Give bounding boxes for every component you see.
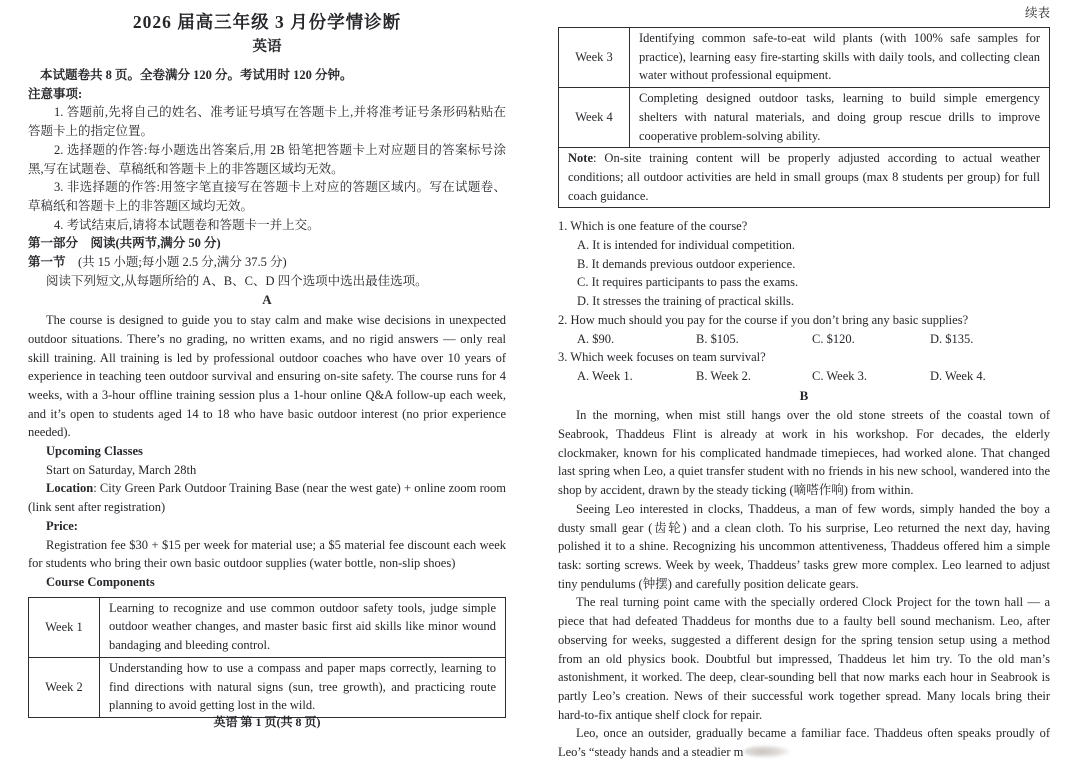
notice-item-2: 2. 选择题的作答:每小题选出答案后,用 2B 铅笔把答题卡上对应题目的答案标号涂黑,写在试题卷、草稿纸和答题卡上的非答题区域均无效。 (28, 142, 506, 176)
week4-cell: Week 4 (559, 88, 630, 148)
table-row-week4 (559, 88, 1050, 148)
location-text: : City Green Park Outdoor Training Base (near the west gate) + online zoom room (link sent after registration) (28, 481, 506, 515)
part1-heading: 第一部分 阅读(共两节,满分 50 分) (28, 236, 221, 251)
table-row-week3 (559, 28, 1050, 88)
note-text: : On-site training content will be properly adjusted according to actual weather conditions; all outdoor activities are held in small groups (max 8 students per group) for full coach guidance. (568, 151, 1040, 203)
price-heading: Price: (46, 518, 78, 533)
upcoming-classes-heading: Upcoming Classes (46, 444, 143, 459)
question-2-option-d: D. $135. (930, 331, 974, 346)
price-text: Registration fee $30 + $15 per week for material use; a $5 material fee discount each week for students who bring their own basic outdoor supplies (water bottle, non-slip shoes) (28, 537, 506, 571)
passage-b-paragraph-1: In the morning, when mist still hangs over the old stone streets of the coastal town of Seabrook, Thaddeus Flint is already at work in his workshop. For decades, the elderly clockmaker, known for his complicated handmade timepieces, had worked alone. That changed last spring when Leo, a quiet transfer student with no friends in his new school, wandered into the shop by accident, drawn by the steady ticking (嘀嗒作响) from within. (558, 408, 1050, 498)
question-3: 3. Which week focuses on team survival? (558, 350, 766, 365)
continued-table-label: 续表 (1024, 6, 1050, 20)
left-column (28, 8, 506, 718)
question-2-option-b: B. $105. (696, 331, 739, 346)
question-2-option-a: A. $90. (577, 331, 615, 346)
week2-desc: Understanding how to use a compass and paper maps correctly, learning to find directions with natural signs (sun, tree growth), and practicing route planning to avoid getting lost in the wild. (100, 657, 506, 717)
question-2: 2. How much should you pay for the course if you don’t bring any basic supplies? (558, 312, 969, 327)
section1-label: 第一节 (28, 255, 66, 270)
question-3-options (558, 367, 1050, 386)
question-3-option-b: B. Week 2. (696, 368, 752, 383)
location-line (28, 479, 506, 516)
passage-a-intro: The course is designed to guide you to stay calm and make wise decisions in unexpected outdoor situations. There’s no grading, no written exams, and no rigid answers — only real skill training. All training is led by professional outdoor coaches who have over 10 years of experience in teaching teen outdoor survival and ensuring on-site safety. The course runs for 4 weeks, with a 3-hour offline training session plus a 1-hour online Q&A follow-up each week, and it’s open to students aged 14 to 18 who have basic outdoor interest (no prior experience needed). (28, 313, 506, 440)
question-3-option-a: A. Week 1. (577, 368, 633, 383)
exam-info-line: 本试题卷共 8 页。全卷满分 120 分。考试用时 120 分钟。 (40, 68, 353, 82)
page-footer: 英语 第 1 页(共 8 页) (213, 715, 321, 729)
question-3-option-c: C. Week 3. (812, 368, 868, 383)
right-column (558, 27, 1050, 762)
course-components-table-weeks-1-2 (28, 597, 506, 718)
page-title: 2026 届高三年级 3 月份学情诊断 (132, 12, 402, 32)
notices-heading: 注意事项: (28, 86, 83, 101)
questions-block (558, 217, 1050, 385)
question-2-option-c: C. $120. (812, 331, 855, 346)
question-3-option-d: D. Week 4. (930, 368, 986, 383)
section1-instruction: 阅读下列短文,从每题所给的 A、B、C、D 四个选项中选出最佳选项。 (46, 273, 428, 288)
note-label: Note (568, 151, 593, 166)
passage-b-paragraph-3: The real turning point came with the specially ordered Clock Project for the town hall — a piece that had defeated Thaddeus for months due to a faulty bell sound mechanism. Leo, after observing for weeks, suggested a different design for the spring tension setup using a method from an old physics book. Doubtful but impressed, Thaddeus let him try. To the old man’s astonishment, it worked. The deep, clear-sounding bell that now marks each hour in Seabrook is partly Leo’s creation. News of their successful work together spread. Many locals bring their hard-to-fix antique shelf clock for repair. (558, 595, 1050, 722)
passage-a-label: A (262, 292, 272, 308)
passage-b-paragraph-4-text: Leo, once an outsider, gradually became a familiar face. Thaddeus often speaks proudly of Leo’s “steady hands and a steadier m (558, 726, 1050, 760)
question-1-option-a: A. It is intended for individual competition. (577, 238, 796, 253)
notice-item-1: 1. 答题前,先将自己的姓名、准考证号填写在答题卡上,并将准考证号条形码粘贴在答题卡上的指定位置。 (28, 105, 506, 139)
table-row-week2 (29, 657, 506, 717)
table-row-note (559, 148, 1050, 208)
week1-cell: Week 1 (29, 597, 100, 657)
subject-title: 英语 (252, 39, 282, 55)
ink-smudge (744, 745, 790, 758)
question-1-option-d: D. It stresses the training of practical skills. (577, 294, 794, 309)
location-label: Location (46, 481, 94, 496)
table-row-week1 (29, 597, 506, 657)
passage-b-label: B (799, 387, 809, 403)
question-1: 1. Which is one feature of the course? (558, 219, 748, 234)
course-components-heading: Course Components (46, 574, 155, 589)
section1-heading (28, 253, 506, 272)
week1-desc: Learning to recognize and use common outdoor safety tools, judge simple outdoor weather changes, and master basic first aid skills like minor wound bandaging and bleeding control. (100, 597, 506, 657)
question-1-option-c: C. It requires participants to pass the exams. (577, 275, 799, 290)
section1-detail: (共 15 小题;每小题 2.5 分,满分 37.5 分) (65, 255, 287, 270)
passage-b-paragraph-2: Seeing Leo interested in clocks, Thaddeus, a man of few words, simply handed the boy a dusty small gear (齿轮) and a clean cloth. To his surprise, Leo returned the next day, having polished it to a shine. Recognizing his uncommon attentiveness, Thaddeus offered him a simple task: sorting screws. Week by week, Thaddeus’ tasks grew more complex. Leo learned to adjust tiny pendulums (钟摆) and carefully position delicate gears. (558, 501, 1050, 591)
passage-b-paragraph-4 (558, 724, 1050, 761)
notice-item-4: 4. 考试结束后,请将本试题卷和答题卡一并上交。 (54, 217, 320, 232)
week3-desc: Identifying common safe-to-eat wild plants (with 100% safe samples for practice), learning easy fire-starting skills with daily tools, and collecting clean water without professional equipment. (630, 28, 1050, 88)
week4-desc: Completing designed outdoor tasks, learning to build simple emergency shelters with natural materials, and doing group rescue drills to improve cooperative problem-solving ability. (630, 88, 1050, 148)
note-cell (559, 148, 1050, 208)
question-2-options (558, 330, 1050, 349)
week2-cell: Week 2 (29, 657, 100, 717)
question-1-option-b: B. It demands previous outdoor experience. (577, 256, 796, 271)
course-components-table-weeks-3-4 (558, 27, 1050, 208)
notice-item-3: 3. 非选择题的作答:用签字笔直接写在答题卡上对应的答题区域内。写在试题卷、草稿纸和答题卡上的非答题区域均无效。 (28, 180, 506, 213)
week3-cell: Week 3 (559, 28, 630, 88)
start-date-line: Start on Saturday, March 28th (46, 462, 197, 477)
